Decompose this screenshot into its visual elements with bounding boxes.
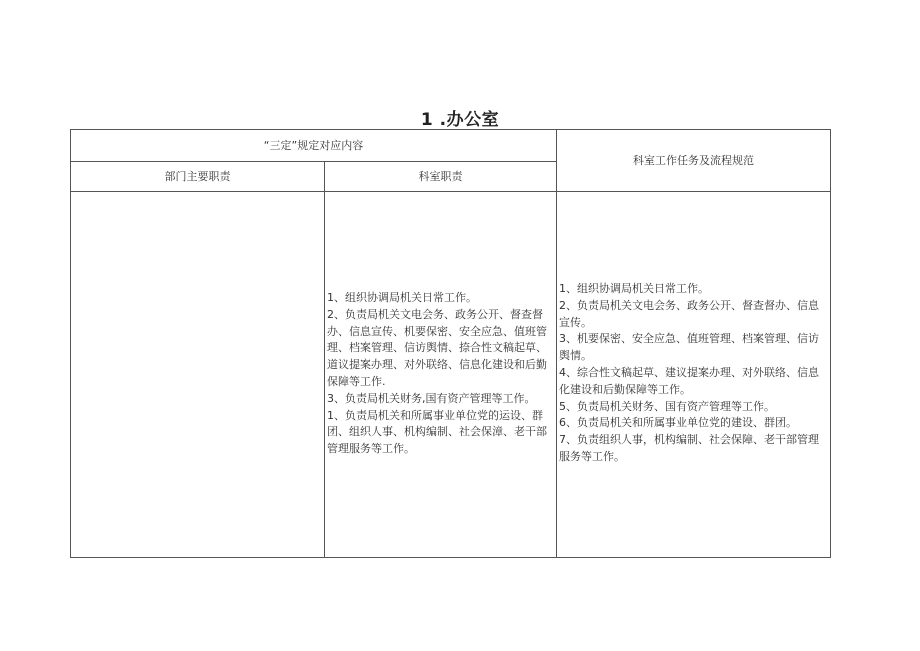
table-header-row <box>71 130 831 162</box>
list-item: 6、负责局机关和所属事业单位党的建设、群团。 <box>559 416 797 430</box>
sanding-header: “三定”规定对应内容 <box>71 130 557 162</box>
list-item: 1、组织协调局机关日常工作。 <box>327 291 477 304</box>
table-body-row <box>71 192 831 558</box>
list-item: 2、负责局机关文电会务、政务公开、督查督办、信息宣传。 <box>559 298 819 329</box>
workflow-header: 科室工作任务及流程规范 <box>557 130 831 192</box>
list-item: 3、机要保密、安全应急、值班管理、档案管理、信访舆情。 <box>559 332 819 363</box>
list-item: 3、负责局机关财务,国有资产管理等工作。 <box>327 391 536 405</box>
list-item: 1、负责局机关和所属事业单位党的运设、群团、组织人事、机构编制、社会保漳、老干部管理服务等工作。 <box>327 408 547 456</box>
list-item: 5、负责局机关财务、国有资产管理等工作。 <box>559 399 775 413</box>
responsibility-table <box>70 129 831 558</box>
dept-duty-header: 部门主要职责 <box>71 162 325 192</box>
section-duty-list <box>327 290 553 458</box>
document-title: 1 .办公室 <box>420 110 500 130</box>
workflow-cell <box>557 192 831 558</box>
list-item: 4、综合性文稿起草、建议提案办理、对外联络、信息化建设和后勤保障等工作。 <box>559 365 819 396</box>
list-item: 7、负责组织人事，机构编制、社会保障、老干部管理服务等工作。 <box>559 433 819 463</box>
workflow-task-list <box>559 281 827 466</box>
dept-duty-cell <box>71 192 325 558</box>
section-duty-cell <box>325 192 557 558</box>
section-duty-header: 科室职责 <box>325 162 557 192</box>
list-item: 1、组织协调局机关日常工作。 <box>559 282 709 295</box>
list-item: 2、负责局机关文电会务、政务公开、督查督办、信息宣传、机要保密、安全应急、值班管理、档案管理、信访舆情、捺合性文稿起草、道议提案办理、对外联络、信息化建设和后勤保障等工作. <box>327 307 547 388</box>
